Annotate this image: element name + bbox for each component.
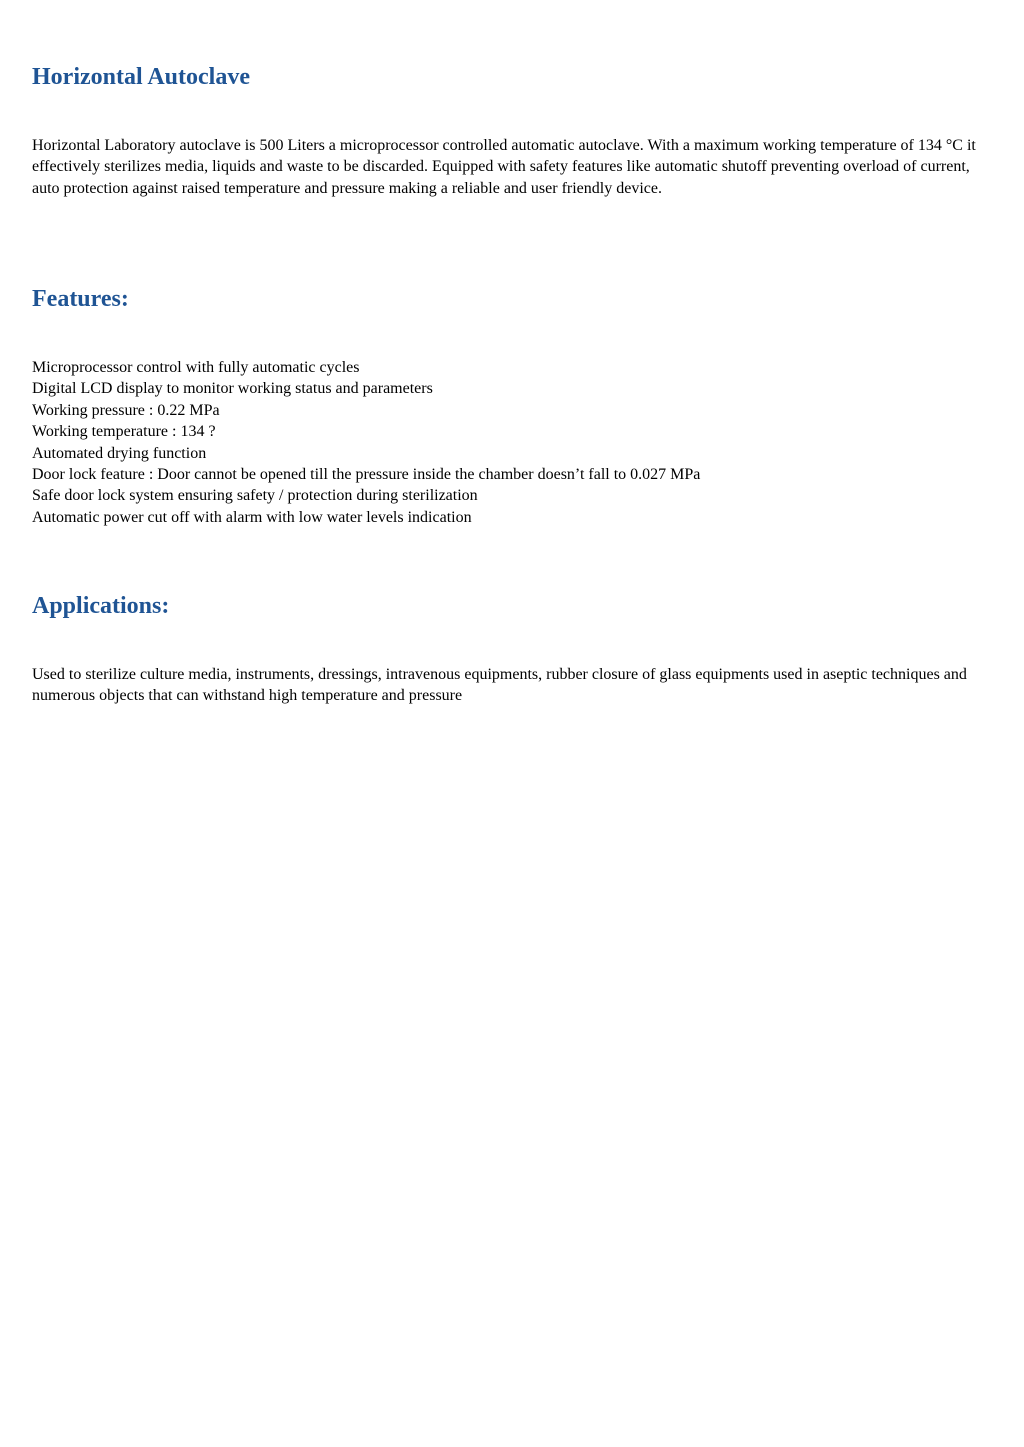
feature-item: Digital LCD display to monitor working status and parameters bbox=[32, 380, 433, 398]
feature-item: Working pressure : 0.22 MPa bbox=[32, 401, 220, 419]
feature-item: Microprocessor control with fully automatic cycles bbox=[32, 359, 360, 376]
applications-heading: Applications: bbox=[32, 593, 170, 619]
intro-paragraph: Horizontal Laboratory autoclave is 500 Liters a microprocessor controlled automatic autoclave. With a maximum working temperature of 134 °C it effectively sterilizes media, liquids and waste to be discarded. Equipped with safety features like automatic shutoff preventing overload of current, auto protection against raised temperature and pressure making a reliable and user friendly device. bbox=[32, 137, 976, 197]
feature-item: Automated drying function bbox=[32, 444, 207, 462]
feature-item: Door lock feature : Door cannot be opened till the pressure inside the chamber doesn’t fall to 0.027 MPa bbox=[32, 466, 701, 484]
feature-item: Safe door lock system ensuring safety / protection during sterilization bbox=[32, 487, 478, 505]
feature-item: Working temperature : 134 ? bbox=[32, 423, 216, 441]
features-list bbox=[32, 357, 700, 528]
features-heading: Features: bbox=[32, 286, 129, 312]
applications-paragraph: Used to sterilize culture media, instruments, dressings, intravenous equipments, rubber closure of glass equipments used in aseptic techniques and numerous objects that can withstand high temperature and pressure bbox=[32, 666, 967, 705]
feature-item: Automatic power cut off with alarm with low water levels indication bbox=[32, 508, 472, 526]
page-title: Horizontal Autoclave bbox=[32, 64, 250, 90]
